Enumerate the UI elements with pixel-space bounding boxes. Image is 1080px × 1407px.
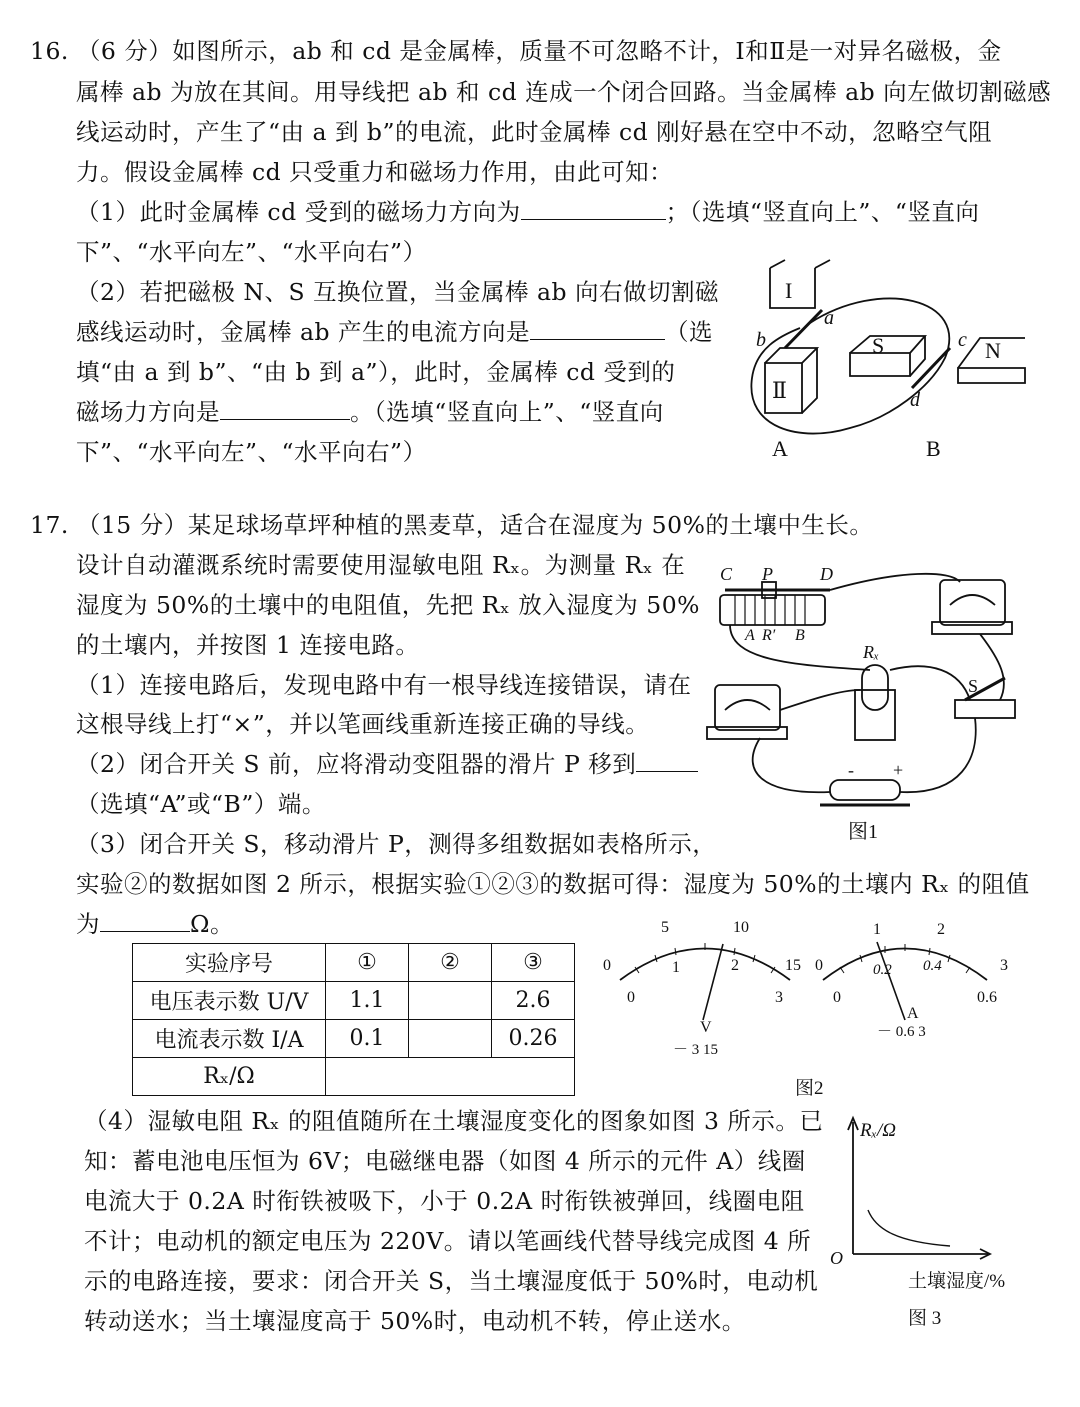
q17-line-11 xyxy=(76,909,234,939)
q17-line-12: （4）湿敏电阻 Rₓ 的阻值随所在土壤湿度变化的图象如图 3 所示。已 xyxy=(84,1107,824,1135)
a-mid-02: 0.2 xyxy=(873,962,892,978)
table-cell: 电流表示数 I/A xyxy=(133,1020,326,1058)
v-top-0: 0 xyxy=(603,957,611,974)
fig3-ylabel: Rₓ/Ω xyxy=(860,1120,897,1141)
q16-part1 xyxy=(76,197,979,227)
q17-line-17: 转动送水；当土壤湿度高于 50%时，电动机不转，停止送水。 xyxy=(84,1307,746,1335)
a-top-2: 2 xyxy=(937,921,945,938)
v-top-15: 15 xyxy=(785,957,801,974)
fig3-xlabel: 土壤湿度/% xyxy=(908,1271,1006,1292)
table-cell[interactable] xyxy=(409,982,492,1020)
q17-line-7 xyxy=(76,749,698,779)
label-fig-B: B xyxy=(926,436,941,461)
q17-line-4: 的土壤内，并按图 1 连接电路。 xyxy=(76,631,420,659)
label-pole-II: Ⅱ xyxy=(772,378,787,403)
a-top-0: 0 xyxy=(815,957,823,974)
label-fig-A: A xyxy=(772,436,788,461)
table-row xyxy=(133,982,575,1020)
q17-line-10: 实验②的数据如图 2 所示，根据实验①②③的数据可得：湿度为 50%的土壤内 Rₓ 的阻值 xyxy=(76,870,1030,898)
v-letter: V xyxy=(700,1019,712,1036)
data-table xyxy=(132,943,575,1096)
answer-blank[interactable] xyxy=(636,749,698,772)
label-pole-N: N xyxy=(985,338,1001,363)
table-row xyxy=(133,1020,575,1058)
label-b: b xyxy=(756,329,766,351)
q16-line-1: 16. （6 分）如图所示，ab 和 cd 是金属棒，质量不可忽略不计，Ⅰ和Ⅱ是一对异名磁极，金 xyxy=(30,37,1002,65)
q17-line-14: 电流大于 0.2A 时衔铁被吸下，小于 0.2A 时衔铁被弹回，线圈电阻 xyxy=(84,1187,805,1215)
fig3-origin: O xyxy=(830,1248,843,1268)
q17-part3-unit: Ω。 xyxy=(190,910,234,938)
table-cell[interactable] xyxy=(409,1020,492,1058)
table-cell: Rₓ/Ω xyxy=(133,1058,326,1096)
a-letter: A xyxy=(907,1005,919,1022)
q16-part2-hint: （选 xyxy=(665,318,713,346)
q16-figure xyxy=(740,258,1040,473)
q16-part2-l4-hint: 。（选填“竖直向上”、“竖直向 xyxy=(350,398,664,426)
label-a: a xyxy=(824,307,834,329)
table-cell: 2.6 xyxy=(492,982,575,1020)
label-B: B xyxy=(795,627,805,644)
label-pole-I: I xyxy=(785,278,793,303)
label-c: c xyxy=(958,329,967,351)
q16-part1-text: （1）此时金属棒 cd 受到的磁场力方向为 xyxy=(76,198,521,226)
q17-line-15: 不计；电动机的额定电压为 220V。请以笔画线代替导线完成图 4 所 xyxy=(84,1227,812,1255)
q16-part1-options: ；（选填“竖直向上”、“竖直向 xyxy=(665,198,980,226)
table-header-cell: ① xyxy=(326,944,409,982)
answer-blank[interactable] xyxy=(220,397,350,420)
q16-line-2: 属棒 ab 为放在其间。用导线把 ab 和 cd 连成一个闭合回路。当金属棒 ab 向左做切割磁感 xyxy=(76,78,1052,106)
label-D: D xyxy=(820,564,833,584)
q17-part2-text: （2）闭合开关 S 前，应将滑动变阻器的滑片 P 移到 xyxy=(76,750,637,778)
label-d: d xyxy=(910,389,920,411)
q17-line-1: 17. （15 分）某足球场草坪种植的黑麦草，适合在湿度为 50%的土壤中生长。 xyxy=(30,511,874,539)
q17-line-8: （选填“A”或“B”）端。 xyxy=(76,790,326,818)
q16-part2-l2 xyxy=(76,317,713,347)
table-header-cell: ③ xyxy=(492,944,575,982)
table-row xyxy=(133,944,575,982)
q16-line-4: 力。假设金属棒 cd 只受重力和磁场力作用，由此可知： xyxy=(76,158,674,186)
v-terminals: － 3 15 xyxy=(673,1042,719,1058)
q16-part2-l4 xyxy=(76,397,664,427)
q17-part3-text: 为 xyxy=(76,910,100,938)
v-mid-2: 2 xyxy=(731,957,739,974)
table-cell: 1.1 xyxy=(326,982,409,1020)
q17-line-6: 这根导线上打“×”，并以笔画线重新连接正确的导线。 xyxy=(76,710,650,738)
table-cell: 0.1 xyxy=(326,1020,409,1058)
label-Rx: Rₓ xyxy=(863,642,880,662)
label-P: P xyxy=(762,564,773,584)
table-header-cell: 实验序号 xyxy=(133,944,326,982)
q16-part2-l1: （2）若把磁极 N、S 互换位置，当金属棒 ab 向右做切割磁 xyxy=(76,278,720,306)
q16-part1-options-cont: 下”、“水平向左”、“水平向右”） xyxy=(76,238,427,266)
figure-1-caption: 图1 xyxy=(848,821,878,843)
a-bottom-0: 0 xyxy=(833,989,841,1006)
v-bottom-0: 0 xyxy=(627,989,635,1006)
q16-part2-text: 感线运动时，金属棒 ab 产生的电流方向是 xyxy=(76,318,530,346)
q16-line-3: 线运动时，产生了“由 a 到 b”的电流，此时金属棒 cd 刚好悬在空中不动，忽略空气阻 xyxy=(76,118,993,146)
label-C: C xyxy=(720,564,733,584)
table-header-cell: ② xyxy=(409,944,492,982)
a-mid-04: 0.4 xyxy=(923,958,942,974)
q16-part2-l4-text: 磁场力方向是 xyxy=(76,398,220,426)
figure-2-caption: 图2 xyxy=(795,1078,824,1099)
q16-part2-l3: 填“由 a 到 b”、“由 b 到 a”），此时，金属棒 cd 受到的 xyxy=(76,358,676,386)
label-pole-S: S xyxy=(872,333,885,358)
a-bottom-06: 0.6 xyxy=(977,989,997,1006)
figure-3-caption: 图 3 xyxy=(908,1308,942,1329)
label-minus: - xyxy=(848,760,854,780)
a-terminals: － 0.6 3 xyxy=(877,1024,926,1040)
label-Rprime: R′ xyxy=(762,627,776,644)
table-cell: 0.26 xyxy=(492,1020,575,1058)
label-S: S xyxy=(968,676,979,696)
table-cell[interactable] xyxy=(326,1058,575,1096)
answer-blank[interactable] xyxy=(100,909,190,932)
figure-2-meters xyxy=(595,912,1015,1102)
v-top-5: 5 xyxy=(661,919,669,936)
q17-line-13: 知：蓄电池电压恒为 6V；电磁继电器（如图 4 所示的元件 A）线圈 xyxy=(84,1147,806,1175)
answer-blank[interactable] xyxy=(530,317,665,340)
figure-3-graph xyxy=(828,1112,1038,1337)
table-cell: 电压表示数 U/V xyxy=(133,982,326,1020)
label-plus: + xyxy=(893,760,904,780)
v-top-10: 10 xyxy=(733,919,749,936)
q17-line-5: （1）连接电路后，发现电路中有一根导线连接错误，请在 xyxy=(76,671,692,699)
v-bottom-3: 3 xyxy=(775,989,783,1006)
q17-line-3: 湿度为 50%的土壤中的电阻值，先把 Rₓ 放入湿度为 50% xyxy=(76,591,700,619)
q16-part2-l5: 下”、“水平向左”、“水平向右”） xyxy=(76,438,427,466)
v-mid-1: 1 xyxy=(672,959,680,976)
a-top-1: 1 xyxy=(873,921,881,938)
q17-line-2: 设计自动灌溉系统时需要使用湿敏电阻 Rₓ。为测量 Rₓ 在 xyxy=(76,551,686,579)
answer-blank[interactable] xyxy=(521,197,666,220)
q17-line-9: （3）闭合开关 S，移动滑片 P，测得多组数据如表格所示， xyxy=(76,830,717,858)
label-A: A xyxy=(745,627,755,644)
figure-1-circuit xyxy=(700,560,1040,850)
table-row xyxy=(133,1058,575,1096)
q17-line-16: 示的电路连接，要求：闭合开关 S，当土壤湿度低于 50%时，电动机 xyxy=(84,1267,819,1295)
a-top-3: 3 xyxy=(1000,957,1008,974)
